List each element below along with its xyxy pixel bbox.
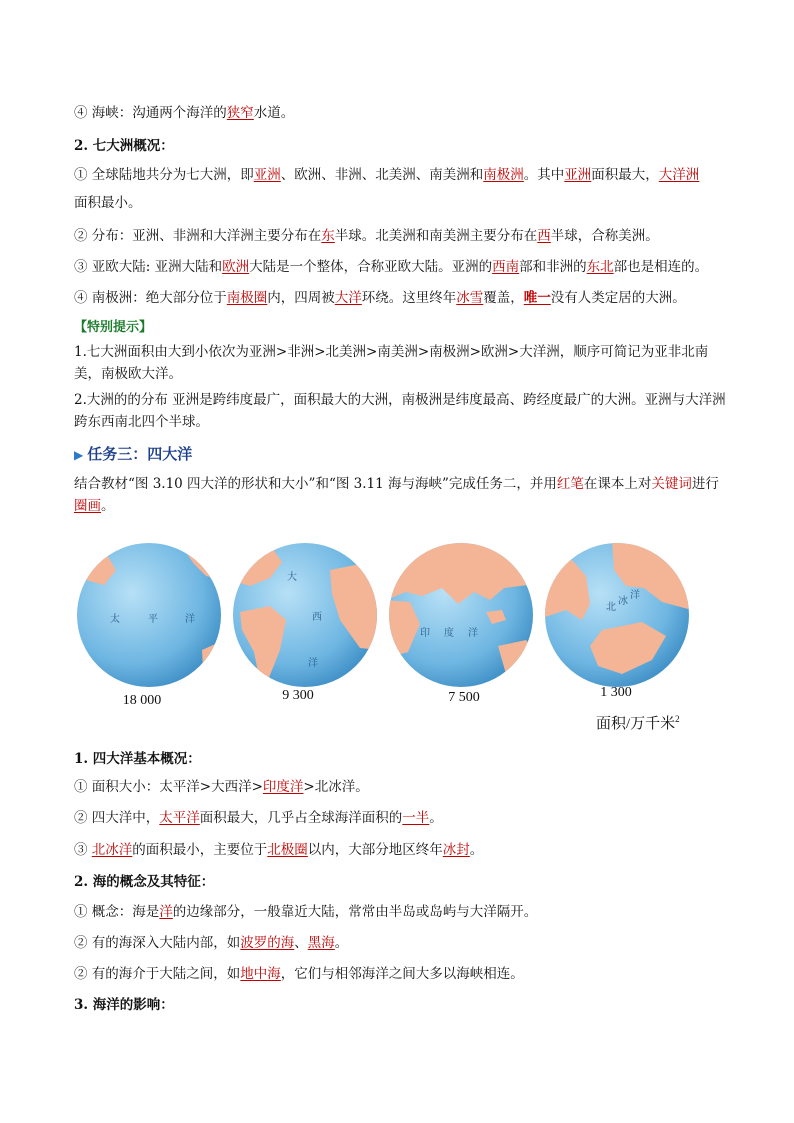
text-line-inland-sea: ② 有的海深入大陆内部，如波罗的海、黑海。 (74, 935, 349, 951)
keyword: 北极圈 (267, 842, 308, 858)
keyword: 南极洲 (483, 167, 524, 183)
text-line-antarctica: ④ 南极洲：绝大部分位于南极圈内，四周被大洋环绕。这里终年冰雪覆盖，唯一没有人类定居的大洲。 (74, 290, 686, 306)
text-line-sea-concept: ① 概念：海是洋的边缘部分，一般靠近大陆，常常由半岛或岛屿与大洋隔开。 (74, 904, 538, 920)
keyword: 地中海 (240, 966, 281, 982)
text-line-strait: ④ 海峡：沟通两个海洋的狭窄水道。 (74, 105, 295, 121)
text-line-pacific: ② 四大洋中，太平洋面积最大，几乎占全球海洋面积的一半。 (74, 810, 443, 826)
ocean-label-char: 西 (312, 612, 322, 623)
ocean-label-char: 北 (606, 602, 616, 613)
keyword: 波罗的海 (240, 935, 295, 951)
keyword: 印度洋 (262, 779, 304, 795)
keyword: 大洋洲 (658, 167, 700, 183)
text-line-distribution: ② 分布：亚洲、非洲和大洋洲主要分布在东半球。北美洲和南美洲主要分布在西半球，合称美洲。 (74, 228, 659, 244)
globe-indian (386, 540, 536, 690)
special-tip-label: 【特别提示】 (74, 320, 153, 335)
ocean-label-char: 洋 (468, 628, 478, 639)
keyword: 西 (537, 228, 551, 244)
globe-arctic (542, 540, 692, 690)
keyword: 欧洲 (222, 259, 250, 275)
keyword: 大洋 (334, 290, 362, 306)
area-value-pacific: 18 000 (122, 693, 162, 708)
triangle-bullet-icon: ▶ (74, 448, 84, 462)
tip-paragraph-2: 2.大洲的的分布 亚洲是跨纬度最广，面积最大的大洲，南极洲是纬度最高、跨经度最广的大洲。亚洲与大洋洲跨东西南北四个半球。 (74, 392, 726, 430)
area-value-arctic: 1 300 (600, 685, 632, 700)
area-value-atlantic: 9 300 (282, 688, 314, 703)
text-line-continents-1b: 面积最小。 (74, 195, 142, 211)
ocean-label-char: 洋 (308, 658, 318, 669)
section-heading-oceans: 1. 四大洋基本概况： (74, 751, 201, 767)
ocean-label-char: 太 (110, 614, 120, 625)
keyword: 亚洲 (253, 167, 281, 183)
keyword: 一半 (402, 810, 430, 826)
ocean-label-char: 印 (420, 628, 430, 639)
text-line-intercontinental-sea: ② 有的海介于大陆之间，如地中海，它们与相邻海洋之间大多以海峡相连。 (74, 966, 524, 982)
keyword: 亚洲 (564, 167, 592, 183)
ocean-label-char: 洋 (185, 614, 195, 625)
keyword: 东北 (586, 259, 614, 275)
keyword: 黑海 (307, 935, 335, 951)
task-heading: ▶ 任务三：四大洋 (74, 445, 193, 463)
ocean-label-char: 大 (287, 572, 297, 583)
area-unit-label: 面积/万千米$^2$ (596, 714, 680, 732)
ocean-label-char: 洋 (630, 590, 640, 601)
keyword: 狭窄 (226, 105, 254, 121)
globe-atlantic (230, 540, 380, 690)
ocean-label-char: 平 (148, 614, 158, 625)
keyword: 洋 (159, 904, 173, 920)
task-intro: 结合教材“图 3.10 四大洋的形状和大小”和“图 3.11 海与海峡”完成任务二，并用红笔在课本上对关键词进行圈画。 (74, 476, 719, 514)
section-heading-continents: 2. 七大洲概况： (74, 138, 174, 154)
section-heading-seas: 2. 海的概念及其特征： (74, 874, 215, 890)
keyword: 唯一 (523, 290, 551, 306)
area-value-indian: 7 500 (448, 690, 480, 705)
keyword: 北冰洋 (91, 842, 133, 858)
text-line-eurasia: ③ 亚欧大陆: 亚洲大陆和欧洲大陆是一个整体，合称亚欧大陆。亚洲的西南部和非洲的东北部也是相连的。 (74, 259, 709, 275)
ocean-label-char: 冰 (618, 596, 628, 607)
keyword: 东 (321, 228, 335, 244)
section-heading-ocean-impact: 3. 海洋的影响： (74, 997, 174, 1013)
keyword: 冰雪 (456, 290, 484, 306)
text-line-ocean-size: ① 面积大小：太平洋>大西洋>印度洋>北冰洋。 (74, 779, 369, 795)
text-line-arctic: ③ 北冰洋的面积最小，主要位于北极圈以内，大部分地区终年冰封。 (74, 842, 484, 858)
keyword: 太平洋 (159, 810, 200, 826)
tip-paragraph-1: 1.七大洲面积由大到小依次为亚洲>非洲>北美洲>南美洲>南极洲>欧洲>大洋洲，顺序可简记为亚非北南美，南极欧大洋。 (74, 344, 709, 382)
keyword: 南极圈 (226, 290, 268, 306)
keyword: 冰封 (442, 842, 470, 858)
keyword: 西南 (492, 259, 520, 275)
globe-pacific (74, 540, 224, 690)
ocean-label-char: 度 (444, 628, 454, 639)
text-line-continents-1: ① 全球陆地共分为七大洲，即亚洲、欧洲、非洲、北美洲、南美洲和南极洲。其中亚洲面积最大，大洋洲 (74, 167, 700, 183)
